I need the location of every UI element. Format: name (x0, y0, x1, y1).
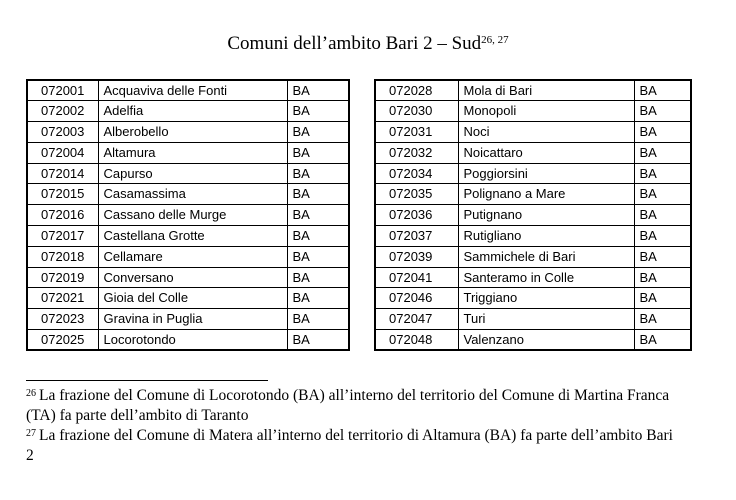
footnote-text: La frazione del Comune di Matera all’interno del territorio di Altamura (BA) fa parte dell’ambito Bari 2 (26, 427, 673, 464)
province-cell: BA (634, 142, 691, 163)
table-row (27, 184, 349, 205)
table-row (27, 309, 349, 330)
comune-name-cell: Altamura (98, 142, 287, 163)
comune-name-cell: Acquaviva delle Fonti (98, 80, 287, 101)
table-row (375, 184, 691, 205)
comune-name-cell: Turi (458, 309, 634, 330)
province-cell: BA (287, 330, 349, 351)
istat-code-cell: 072018 (27, 246, 98, 267)
province-cell: BA (287, 142, 349, 163)
footnote-number: 26 (26, 388, 36, 399)
comune-name-cell: Gioia del Colle (98, 288, 287, 309)
province-cell: BA (287, 122, 349, 143)
table-row (27, 122, 349, 143)
istat-code-cell: 072030 (375, 101, 458, 122)
istat-code-cell: 072004 (27, 142, 98, 163)
table-row (27, 288, 349, 309)
table-row (375, 142, 691, 163)
istat-code-cell: 072001 (27, 80, 98, 101)
province-cell: BA (287, 205, 349, 226)
table-row (27, 226, 349, 247)
table-row (375, 80, 691, 101)
province-cell: BA (634, 288, 691, 309)
province-cell: BA (287, 226, 349, 247)
istat-code-cell: 072034 (375, 163, 458, 184)
istat-code-cell: 072002 (27, 101, 98, 122)
comune-name-cell: Poggiorsini (458, 163, 634, 184)
table-row (27, 163, 349, 184)
footnotes (26, 386, 676, 466)
province-cell: BA (287, 267, 349, 288)
province-cell: BA (287, 101, 349, 122)
comune-name-cell: Monopoli (458, 101, 634, 122)
province-cell: BA (287, 309, 349, 330)
comune-name-cell: Polignano a Mare (458, 184, 634, 205)
comune-name-cell: Conversano (98, 267, 287, 288)
province-cell: BA (634, 163, 691, 184)
footnote-text: La frazione del Comune di Locorotondo (BA) all’interno del territorio del Comune di Martina Franca (TA) fa parte dell’ambito di Taranto (26, 387, 670, 424)
table-row (375, 330, 691, 351)
footnote-number: 27 (26, 428, 36, 439)
istat-code-cell: 072031 (375, 122, 458, 143)
table-row (27, 205, 349, 226)
province-cell: BA (287, 163, 349, 184)
footnote-27 (26, 426, 676, 466)
istat-code-cell: 072028 (375, 80, 458, 101)
province-cell: BA (634, 184, 691, 205)
table-row (375, 309, 691, 330)
istat-code-cell: 072047 (375, 309, 458, 330)
comune-name-cell: Noicattaro (458, 142, 634, 163)
province-cell: BA (634, 122, 691, 143)
page-title (0, 33, 736, 55)
table-row (375, 122, 691, 143)
comune-name-cell: Capurso (98, 163, 287, 184)
istat-code-cell: 072021 (27, 288, 98, 309)
table-row (375, 205, 691, 226)
comuni-table-right (374, 79, 692, 351)
comune-name-cell: Putignano (458, 205, 634, 226)
istat-code-cell: 072025 (27, 330, 98, 351)
istat-code-cell: 072023 (27, 309, 98, 330)
comune-name-cell: Cassano delle Murge (98, 205, 287, 226)
istat-code-cell: 072046 (375, 288, 458, 309)
footnote-26 (26, 386, 676, 426)
istat-code-cell: 072035 (375, 184, 458, 205)
comune-name-cell: Cellamare (98, 246, 287, 267)
istat-code-cell: 072015 (27, 184, 98, 205)
province-cell: BA (634, 101, 691, 122)
province-cell: BA (287, 80, 349, 101)
title-text: Comuni dell’ambito Bari 2 – Sud (227, 33, 482, 54)
istat-code-cell: 072041 (375, 267, 458, 288)
province-cell: BA (287, 184, 349, 205)
table-row (375, 101, 691, 122)
province-cell: BA (634, 267, 691, 288)
province-cell: BA (287, 288, 349, 309)
comune-name-cell: Adelfia (98, 101, 287, 122)
title-footnote-refs: 26, 27 (481, 34, 509, 46)
table-row (27, 80, 349, 101)
istat-code-cell: 072016 (27, 205, 98, 226)
comune-name-cell: Gravina in Puglia (98, 309, 287, 330)
istat-code-cell: 072039 (375, 246, 458, 267)
table-row (27, 330, 349, 351)
istat-code-cell: 072003 (27, 122, 98, 143)
comune-name-cell: Santeramo in Colle (458, 267, 634, 288)
table-row (375, 246, 691, 267)
comune-name-cell: Mola di Bari (458, 80, 634, 101)
table-row (375, 226, 691, 247)
table-row (27, 142, 349, 163)
comune-name-cell: Castellana Grotte (98, 226, 287, 247)
comune-name-cell: Valenzano (458, 330, 634, 351)
istat-code-cell: 072048 (375, 330, 458, 351)
province-cell: BA (287, 246, 349, 267)
table-row (375, 267, 691, 288)
table-row (27, 101, 349, 122)
istat-code-cell: 072036 (375, 205, 458, 226)
province-cell: BA (634, 246, 691, 267)
footnote-separator (26, 380, 268, 381)
istat-code-cell: 072037 (375, 226, 458, 247)
table-row (375, 288, 691, 309)
comune-name-cell: Rutigliano (458, 226, 634, 247)
comune-name-cell: Triggiano (458, 288, 634, 309)
province-cell: BA (634, 309, 691, 330)
istat-code-cell: 072019 (27, 267, 98, 288)
table-row (27, 246, 349, 267)
table-row (27, 267, 349, 288)
comune-name-cell: Sammichele di Bari (458, 246, 634, 267)
comune-name-cell: Locorotondo (98, 330, 287, 351)
comuni-table-left (26, 79, 350, 351)
istat-code-cell: 072032 (375, 142, 458, 163)
province-cell: BA (634, 80, 691, 101)
province-cell: BA (634, 205, 691, 226)
province-cell: BA (634, 226, 691, 247)
table-row (375, 163, 691, 184)
istat-code-cell: 072017 (27, 226, 98, 247)
comune-name-cell: Noci (458, 122, 634, 143)
istat-code-cell: 072014 (27, 163, 98, 184)
comune-name-cell: Casamassima (98, 184, 287, 205)
province-cell: BA (634, 330, 691, 351)
comune-name-cell: Alberobello (98, 122, 287, 143)
